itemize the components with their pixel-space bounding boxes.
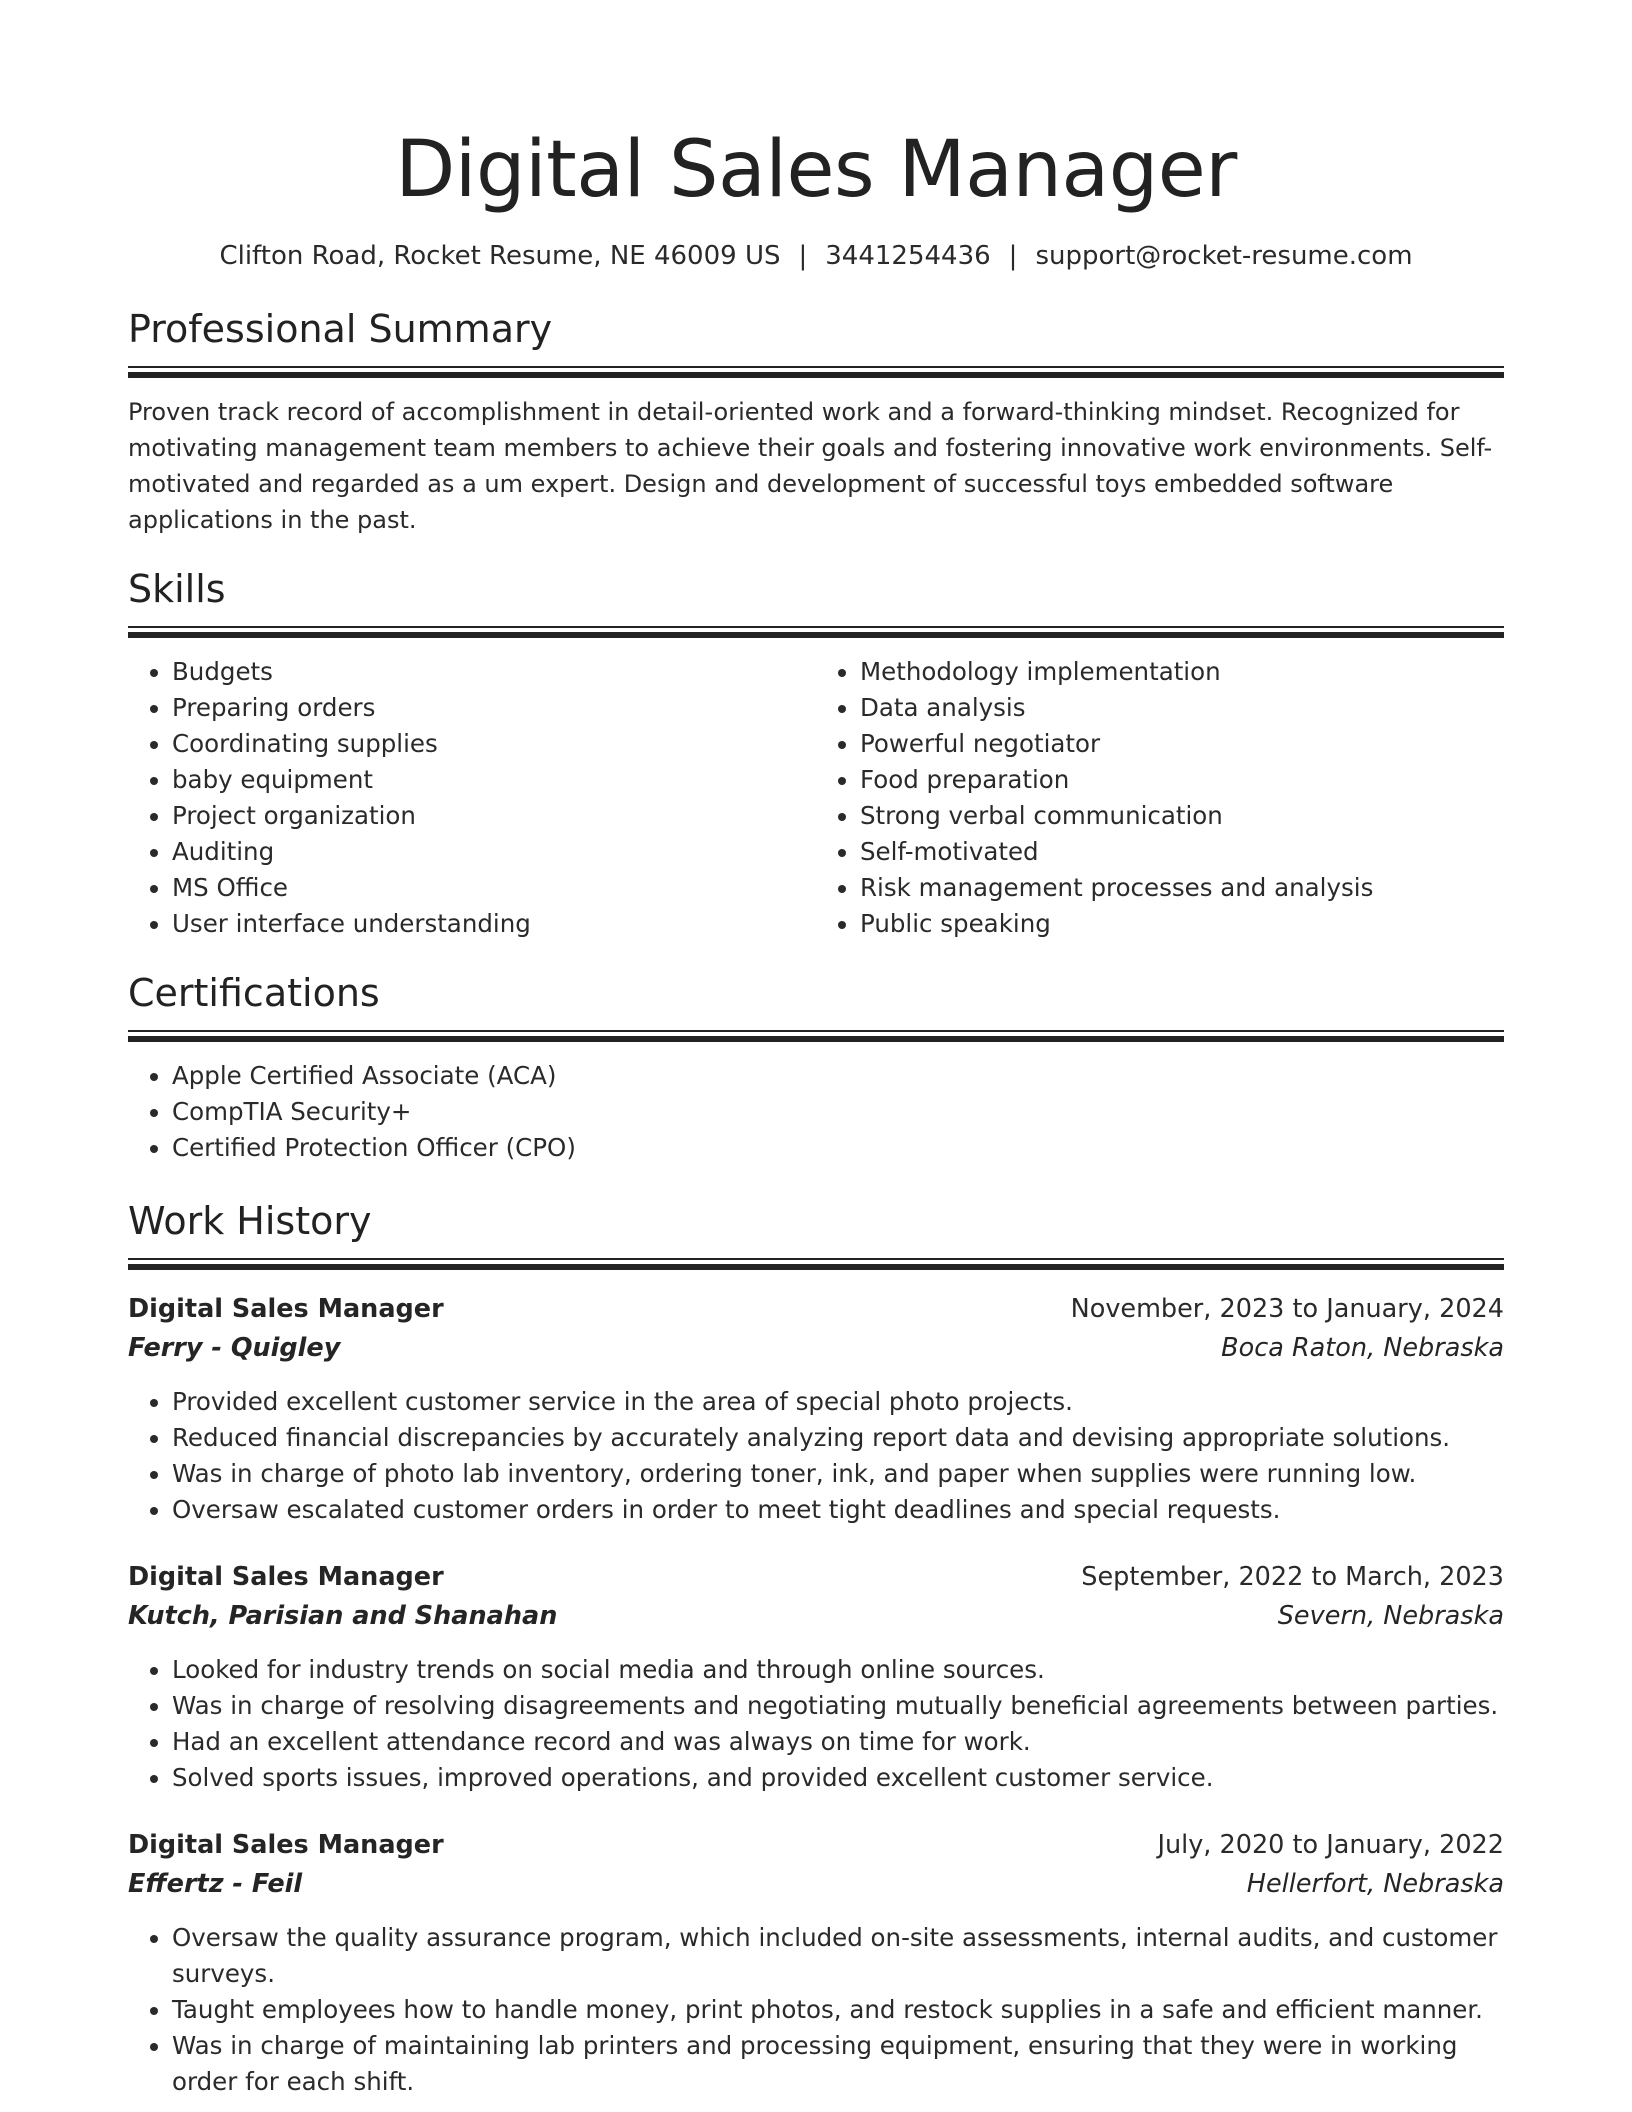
job-dates: July, 2020 to January, 2022 bbox=[1157, 1830, 1504, 1860]
job-bullet: • Had an excellent attendance record and was always on time for work. bbox=[172, 1724, 1504, 1760]
job-bullet: • Oversaw the quality assurance program, which included on-site assessments, internal audits, and customer surveys. bbox=[172, 1920, 1504, 1992]
job-bullet: • Solved sports issues, improved operations, and provided excellent customer service. bbox=[172, 1760, 1504, 1796]
skill-item: • Risk management processes and analysis bbox=[860, 870, 1504, 906]
skills-section bbox=[128, 564, 1504, 942]
job-bullet: • Oversaw escalated customer orders in order to meet tight deadlines and special requests. bbox=[172, 1492, 1504, 1528]
skill-item: • Food preparation bbox=[860, 762, 1504, 798]
skill-item: • Self-motivated bbox=[860, 834, 1504, 870]
certification-item: • Certified Protection Officer (CPO) bbox=[172, 1130, 1504, 1166]
job-header-row bbox=[128, 1290, 1504, 1329]
work-history-section bbox=[128, 1196, 1504, 2100]
skill-item: • Strong verbal communication bbox=[860, 798, 1504, 834]
skill-item: • Data analysis bbox=[860, 690, 1504, 726]
job-title: Digital Sales Manager bbox=[128, 1830, 444, 1860]
section-divider bbox=[128, 366, 1504, 378]
skill-item: • Public speaking bbox=[860, 906, 1504, 942]
job-bullet: • Looked for industry trends on social media and through online sources. bbox=[172, 1652, 1504, 1688]
job-entry bbox=[128, 1290, 1504, 1528]
section-divider bbox=[128, 1258, 1504, 1270]
job-company: Kutch, Parisian and Shanahan bbox=[128, 1601, 558, 1631]
certifications-section bbox=[128, 968, 1504, 1166]
contact-address: Clifton Road, Rocket Resume, NE 46009 US bbox=[219, 241, 781, 271]
job-bullets bbox=[128, 1652, 1504, 1796]
job-dates: September, 2022 to March, 2023 bbox=[1081, 1562, 1504, 1592]
skill-item: • Coordinating supplies bbox=[172, 726, 816, 762]
summary-section bbox=[128, 304, 1504, 538]
job-dates: November, 2023 to January, 2024 bbox=[1070, 1294, 1504, 1324]
job-bullets bbox=[128, 1384, 1504, 1528]
skill-item: • Budgets bbox=[172, 654, 816, 690]
job-company: Ferry - Quigley bbox=[128, 1333, 341, 1363]
skill-item: • Powerful negotiator bbox=[860, 726, 1504, 762]
skills-right-list bbox=[816, 654, 1504, 942]
section-divider bbox=[128, 1030, 1504, 1042]
job-entry bbox=[128, 1826, 1504, 2100]
contact-email: support@rocket-resume.com bbox=[1035, 241, 1413, 271]
job-company: Effertz - Feil bbox=[128, 1869, 303, 1899]
contact-phone: 3441254436 bbox=[825, 241, 991, 271]
job-location: Boca Raton, Nebraska bbox=[1221, 1333, 1504, 1363]
section-divider bbox=[128, 626, 1504, 638]
job-bullet: • Was in charge of resolving disagreements and negotiating mutually beneficial agreements between parties. bbox=[172, 1688, 1504, 1724]
skill-item: • Auditing bbox=[172, 834, 816, 870]
job-subheader-row bbox=[128, 1597, 1504, 1636]
skills-columns bbox=[128, 654, 1504, 942]
job-title: Digital Sales Manager bbox=[128, 1562, 444, 1592]
resume-page bbox=[128, 0, 1504, 2100]
skill-item: • Methodology implementation bbox=[860, 654, 1504, 690]
job-location: Hellerfort, Nebraska bbox=[1246, 1869, 1504, 1899]
job-bullets bbox=[128, 1920, 1504, 2100]
certifications-list bbox=[128, 1058, 1504, 1166]
contact-line bbox=[128, 238, 1504, 274]
job-header-row bbox=[128, 1826, 1504, 1865]
job-subheader-row bbox=[128, 1865, 1504, 1904]
skill-item: • Preparing orders bbox=[172, 690, 816, 726]
job-bullet: • Taught employees how to handle money, print photos, and restock supplies in a safe and efficient manner. bbox=[172, 1992, 1504, 2028]
skills-left-list bbox=[128, 654, 816, 942]
job-header-row bbox=[128, 1558, 1504, 1597]
job-bullet: • Was in charge of maintaining lab printers and processing equipment, ensuring that they were in working order for each shift. bbox=[172, 2028, 1504, 2100]
skill-item: • baby equipment bbox=[172, 762, 816, 798]
resume-name: Digital Sales Manager bbox=[395, 125, 1237, 215]
skill-item: • MS Office bbox=[172, 870, 816, 906]
section-title-work-history: Work History bbox=[128, 1199, 372, 1243]
job-entry bbox=[128, 1558, 1504, 1796]
job-bullet: • Reduced financial discrepancies by accurately analyzing report data and devising appropriate solutions. bbox=[172, 1420, 1504, 1456]
job-bullet: • Was in charge of photo lab inventory, ordering toner, ink, and paper when supplies were running low. bbox=[172, 1456, 1504, 1492]
section-title-skills: Skills bbox=[128, 567, 226, 611]
summary-text: Proven track record of accomplishment in detail-oriented work and a forward-thinking mindset. Recognized for motivating management team members to achieve their goals and fostering innovative work environments. Self-motivated and regarded as a um expert. Design and development of successful toys embedded software applications in the past. bbox=[128, 398, 1493, 534]
job-subheader-row bbox=[128, 1329, 1504, 1368]
certification-item: • Apple Certified Associate (ACA) bbox=[172, 1058, 1504, 1094]
contact-separator: | bbox=[798, 241, 808, 271]
contact-separator: | bbox=[1008, 241, 1018, 271]
job-title: Digital Sales Manager bbox=[128, 1294, 444, 1324]
certification-item: • CompTIA Security+ bbox=[172, 1094, 1504, 1130]
skill-item: • Project organization bbox=[172, 798, 816, 834]
job-bullet: • Provided excellent customer service in the area of special photo projects. bbox=[172, 1384, 1504, 1420]
skill-item: • User interface understanding bbox=[172, 906, 816, 942]
section-title-certifications: Certifications bbox=[128, 971, 380, 1015]
job-location: Severn, Nebraska bbox=[1277, 1601, 1504, 1631]
section-title-summary: Professional Summary bbox=[128, 307, 553, 351]
